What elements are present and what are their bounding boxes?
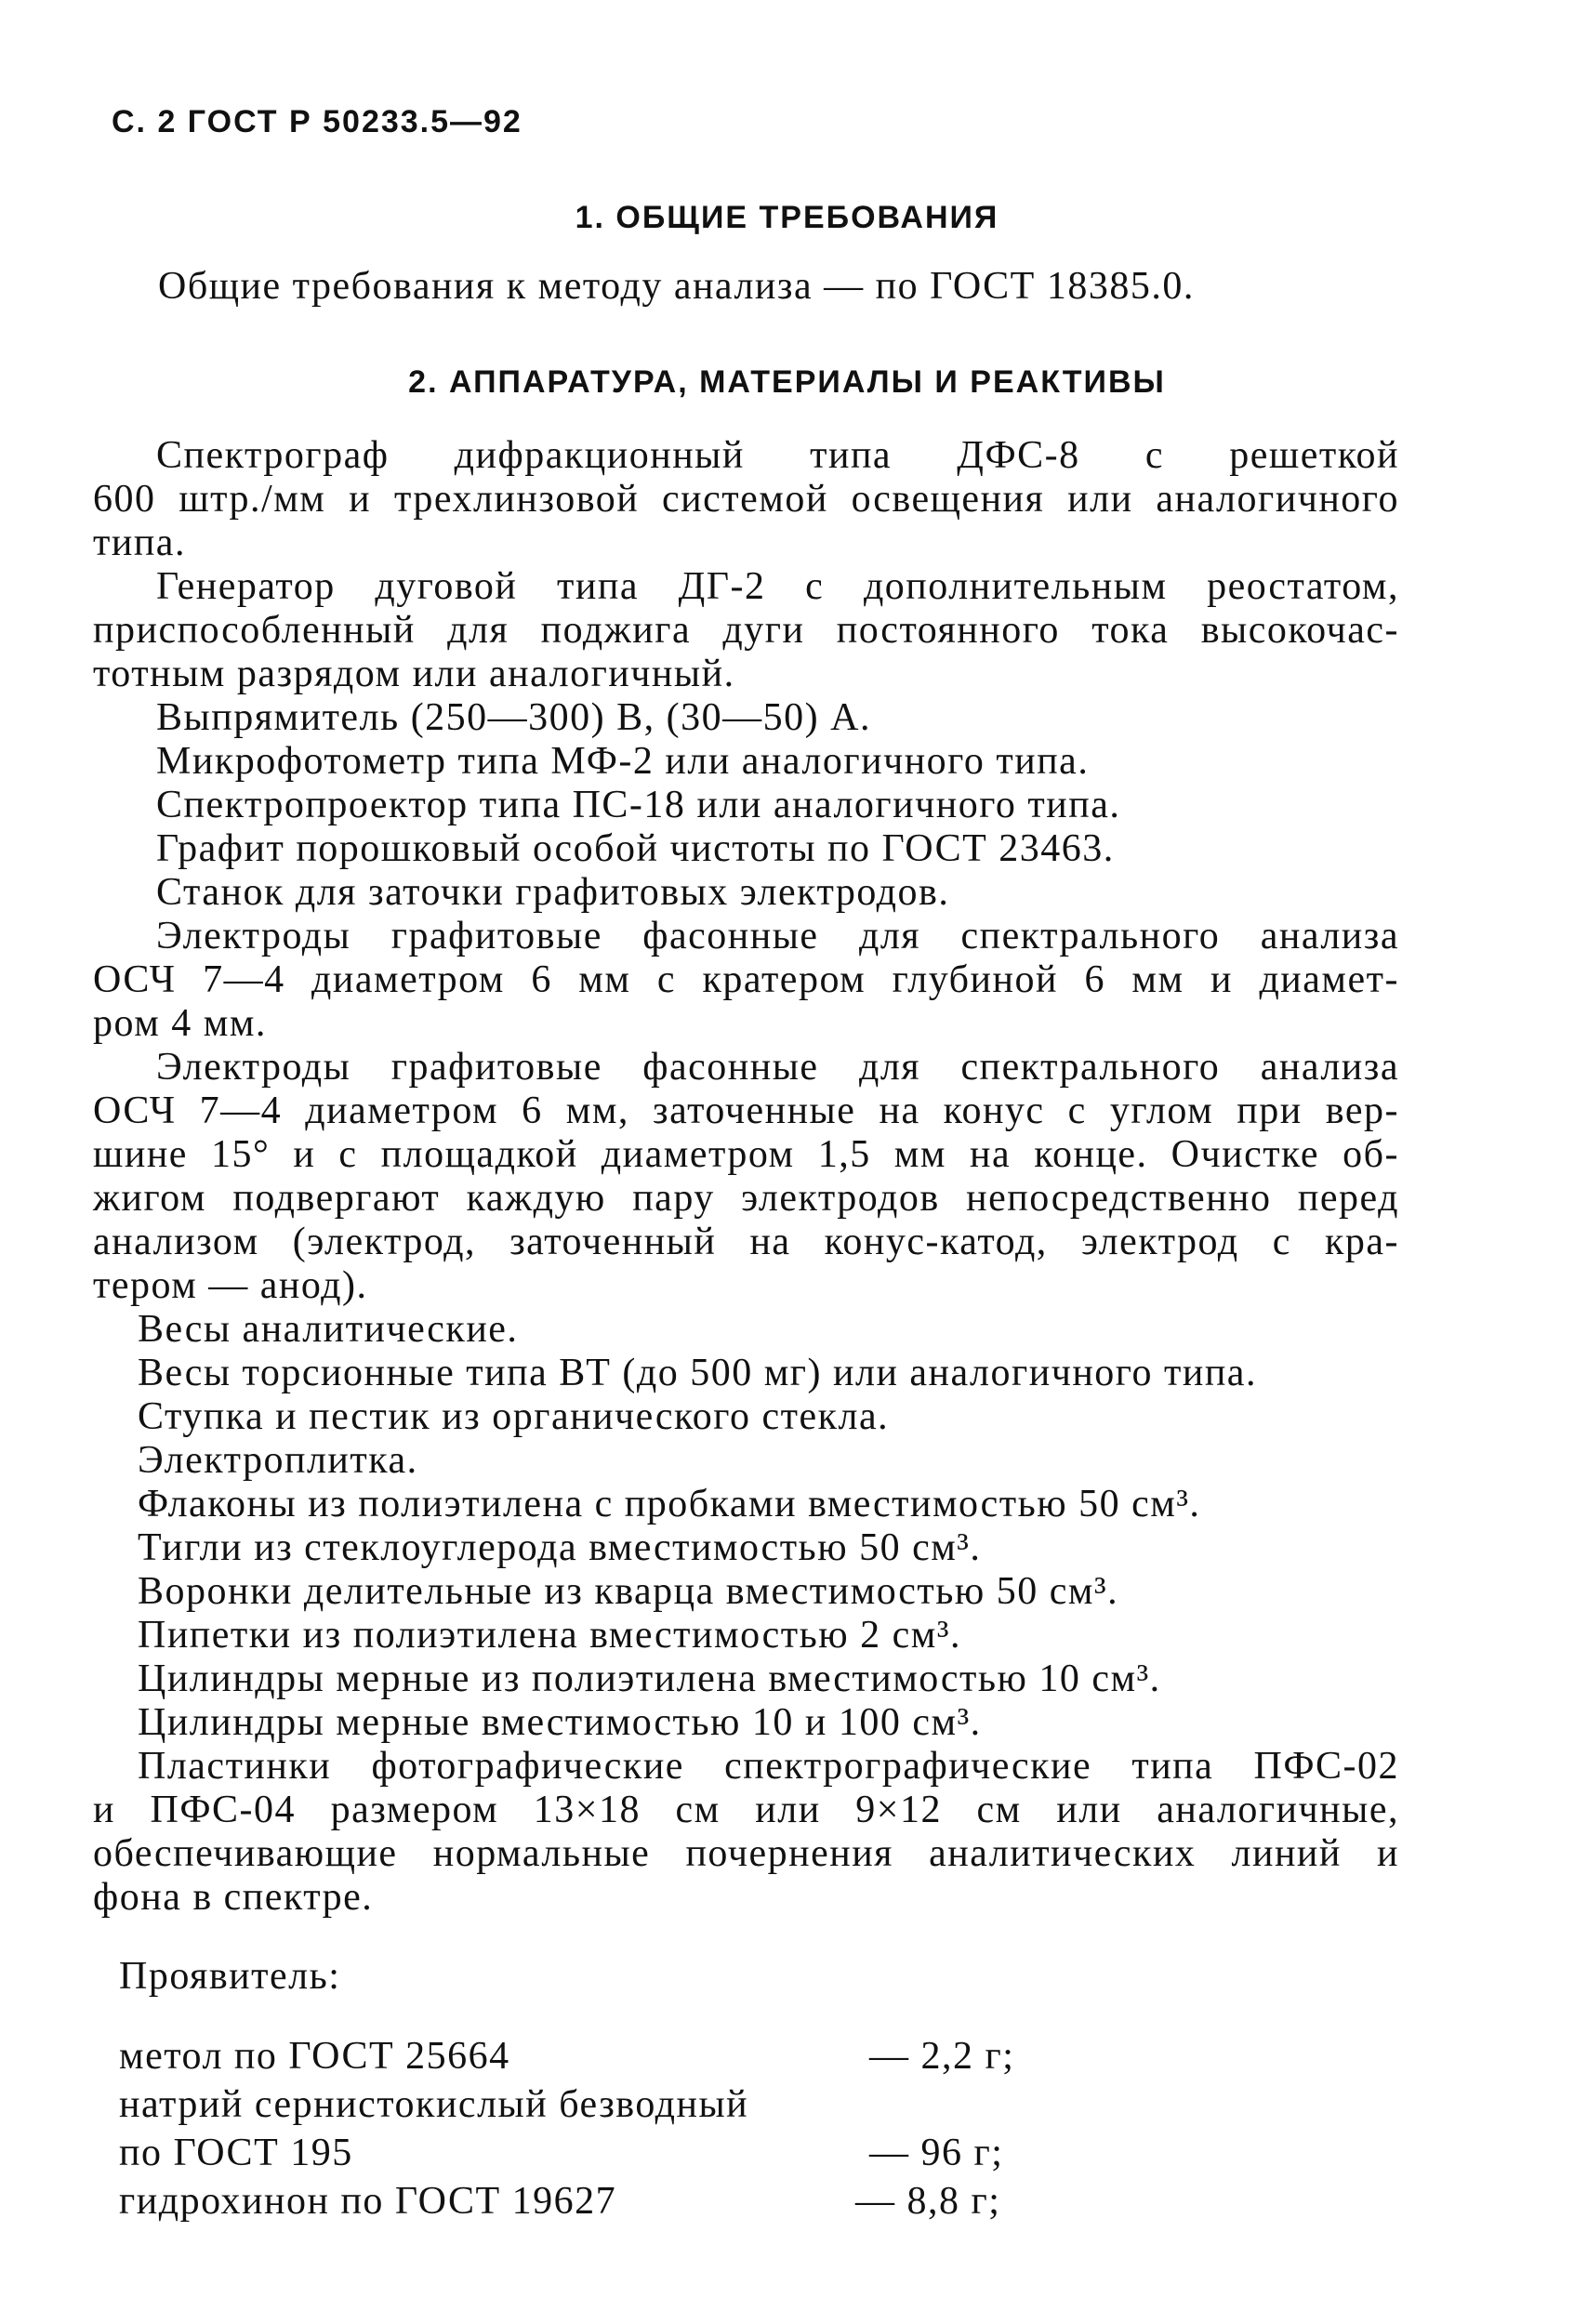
paragraph-line: шине 15° и с площадкой диаметром 1,5 мм на конце. Очистке об- [93,1133,1399,1176]
section-1-text: Общие требования к методу анализа — по ГОСТ 18385.0. [158,265,1195,308]
paragraph-line: Электроды графитовые фасонные для спектрального анализа [156,1046,1399,1089]
paragraph-line: приспособленный для поджига дуги постоянного тока высокочас- [93,609,1399,652]
paragraph-line: Ступка и пестик из органического стекла. [138,1395,890,1438]
section-2-title: 2. АППАРАТУРА, МАТЕРИАЛЫ И РЕАКТИВЫ [408,364,1166,400]
paragraph-line: ром 4 мм. [93,1002,267,1045]
paragraph-line: жигом подвергают каждую пару электродов непосредственно перед [93,1177,1399,1220]
paragraph-line: Выпрямитель (250—300) В, (30—50) А. [156,696,871,739]
paragraph-line: обеспечивающие нормальные почернения аналитических линий и [93,1832,1399,1875]
paragraph-line: 600 штр./мм и трехлинзовой системой освещения или аналогичного [93,478,1399,521]
paragraph-line: ОСЧ 7—4 диаметром 6 мм, заточенные на конус с углом при вер- [93,1089,1399,1132]
paragraph-line: ОСЧ 7—4 диаметром 6 мм с кратером глубиной 6 мм и диамет- [93,958,1399,1001]
paragraph-line: Весы аналитические. [138,1308,519,1351]
paragraph-line: Тигли из стеклоуглерода вместимостью 50 см³. [138,1526,982,1569]
paragraph-line: тотным разрядом или аналогичный. [93,653,735,695]
paragraph-line: фона в спектре. [93,1876,374,1919]
paragraph-line: Флаконы из полиэтилена с пробками вместимостью 50 см³. [138,1483,1201,1525]
recipe-item-amount: — 96 г; [869,2132,1004,2174]
paragraph-line: анализом (электрод, заточенный на конус-катод, электрод с кра- [93,1221,1399,1263]
developer-label: Проявитель: [119,1955,341,1998]
paragraph-line: Спектрограф дифракционный типа ДФС-8 с решеткой [156,434,1399,477]
paragraph-line: Электроды графитовые фасонные для спектрального анализа [156,915,1399,957]
paragraph-line: Цилиндры мерные из полиэтилена вместимостью 10 см³. [138,1657,1161,1700]
paragraph-line: Микрофотометр типа МФ-2 или аналогичного типа. [156,740,1090,783]
recipe-item-amount: — 2,2 г; [869,2035,1015,2078]
paragraph-line: типа. [93,522,186,564]
paragraph-line: Спектропроектор типа ПС-18 или аналогичного типа. [156,784,1121,826]
paragraph-line: Электроплитка. [138,1439,418,1482]
paragraph-line: Станок для заточки графитовых электродов. [156,871,950,914]
section-1-title: 1. ОБЩИЕ ТРЕБОВАНИЯ [575,200,999,235]
recipe-item-name: гидрохинон по ГОСТ 19627 [119,2180,617,2223]
page-header: С. 2 ГОСТ Р 50233.5—92 [112,104,522,139]
paragraph-line: Весы торсионные типа ВТ (до 500 мг) или аналогичного типа. [138,1352,1257,1394]
recipe-item-name: метол по ГОСТ 25664 [119,2035,510,2078]
paragraph-line: Цилиндры мерные вместимостью 10 и 100 см³. [138,1701,982,1744]
paragraph-line: Графит порошковый особой чистоты по ГОСТ 23463. [156,827,1115,870]
paragraph-line: Генератор дуговой типа ДГ-2 с дополнительным реостатом, [156,565,1399,608]
paragraph-line: Воронки делительные из кварца вместимостью 50 см³. [138,1570,1119,1613]
recipe-item-amount: — 8,8 г; [855,2180,1001,2223]
paragraph-line: Пипетки из полиэтилена вместимостью 2 см³. [138,1614,961,1657]
paragraph-line: и ПФС-04 размером 13×18 см или 9×12 см или аналогичные, [93,1789,1399,1831]
paragraph-line: Пластинки фотографические спектрографические типа ПФС-02 [138,1745,1399,1788]
recipe-item-name: натрий сернистокислый безводный [119,2083,749,2126]
paragraph-line: тером — анод). [93,1264,368,1307]
recipe-item-name: по ГОСТ 195 [119,2132,353,2174]
